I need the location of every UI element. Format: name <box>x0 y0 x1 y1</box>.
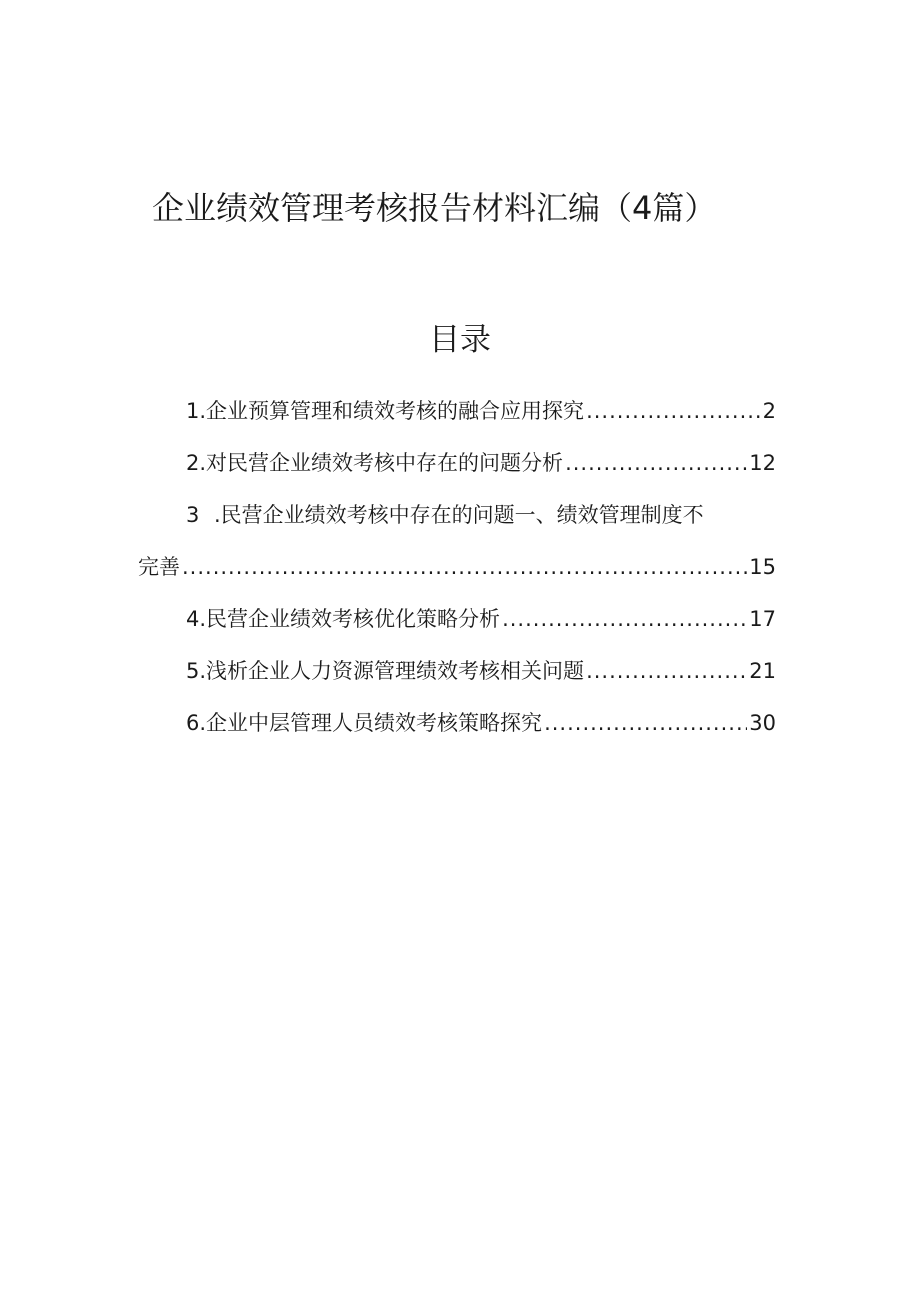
toc-entry-page: 2 <box>762 399 776 423</box>
toc-entry-title: .民营企业绩效考核中存在的问题一、绩效管理制度不 <box>214 503 704 527</box>
toc-leader-dots <box>544 708 747 738</box>
toc-leader-dots <box>586 396 761 426</box>
toc-entry[interactable] <box>186 656 776 686</box>
toc-entry-title: .企业预算管理和绩效考核的融合应用探究 <box>199 399 585 423</box>
toc-entry-title-continued: 完善 <box>138 555 180 579</box>
toc-entry-number: 5 <box>186 659 200 683</box>
toc-leader-dots <box>502 604 747 634</box>
toc-entry-title: .民营企业绩效考核优化策略分析 <box>199 607 501 631</box>
toc-entry-page: 21 <box>749 659 776 683</box>
toc-entry[interactable] <box>186 708 776 738</box>
toc-heading: 目录 <box>429 322 491 358</box>
toc-entry-page: 15 <box>749 555 776 579</box>
toc-entry-number: 4 <box>186 607 200 631</box>
toc-entry-page: 12 <box>749 451 776 475</box>
toc-entry-continuation[interactable] <box>138 552 776 582</box>
document-title: 企业绩效管理考核报告材料汇编（4篇） <box>152 189 717 227</box>
toc-entry-title: .浅析企业人力资源管理绩效考核相关问题 <box>199 659 585 683</box>
toc-entry-page: 17 <box>749 607 776 631</box>
toc-entry-number: 3 <box>186 503 200 527</box>
toc-leader-dots <box>586 656 747 686</box>
toc-entry[interactable] <box>186 448 776 478</box>
toc-leader-dots <box>565 448 747 478</box>
toc-entry-title: .对民营企业绩效考核中存在的问题分析 <box>199 451 564 475</box>
toc-entry-number: 2 <box>186 451 200 475</box>
toc-leader-dots <box>182 552 747 582</box>
toc-entry[interactable] <box>186 500 704 530</box>
toc-entry-number: 6 <box>186 711 200 735</box>
toc-entry[interactable] <box>186 396 776 426</box>
toc-entry-page: 30 <box>749 711 776 735</box>
toc-entry-title: .企业中层管理人员绩效考核策略探究 <box>199 711 543 735</box>
toc-entry-number: 1 <box>186 399 200 423</box>
toc-entry[interactable] <box>186 604 776 634</box>
